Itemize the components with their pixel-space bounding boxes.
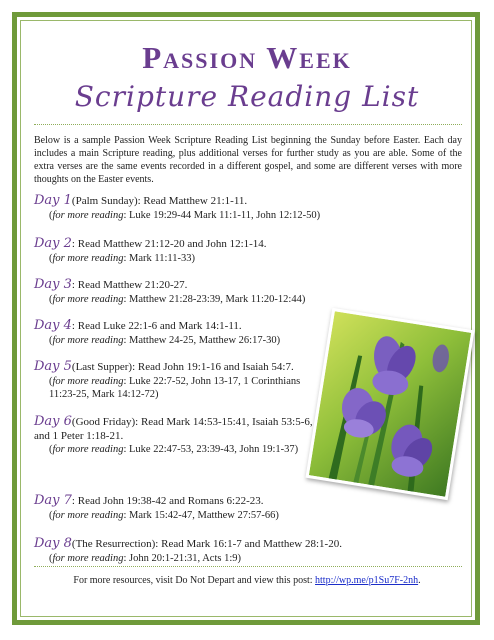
day-main-reading: : Read Matthew 21:12-20 and John 12:1-14. — [71, 238, 267, 250]
day-label: Day 7 — [34, 493, 72, 508]
footer-link[interactable]: http://wp.me/p1Su7F-2nh — [315, 575, 419, 586]
day-main-reading: (The Resurrection): Read Mark 16:1-7 and Matthew 28:1-20. — [71, 538, 342, 550]
day-label: Day 1 — [34, 193, 72, 208]
day-entry-4 — [34, 319, 334, 347]
intro-paragraph: Below is a sample Passion Week Scripture Reading List beginning the Sunday before Easter. Each day includes a main Scripture reading, plus additional verses for further study as you are able. Some of the extra verses are the same events recorded in a different gospel, and some are different verses with more thoughts on the Easter events. — [34, 135, 462, 185]
day-label: Day 6 — [34, 414, 72, 429]
day-entry-5 — [34, 360, 324, 402]
divider-top — [34, 124, 462, 125]
day-more-reading: (for more reading: Luke 19:29-44 Mark 11:1-11, John 12:12-50) — [49, 209, 321, 221]
day-more-reading: (for more reading: Luke 22:47-53, 23:39-43, John 19:1-37) — [49, 444, 299, 455]
day-label: Day 2 — [34, 236, 72, 251]
iris-photo — [305, 308, 474, 500]
day-more-reading: (for more reading: Mark 15:42-47, Matthew 27:57-66) — [49, 509, 279, 521]
day-label: Day 4 — [34, 318, 72, 333]
iris-illustration — [309, 311, 471, 497]
day-label: Day 8 — [34, 536, 72, 551]
day-more-reading: (for more reading: Matthew 24-25, Matthew 26:17-30) — [49, 334, 281, 346]
day-main-reading: : Read Matthew 21:20-27. — [71, 279, 188, 291]
day-main-reading: : Read Luke 22:1-6 and Mark 14:1-11. — [71, 320, 242, 332]
day-more-reading: (for more reading: Matthew 21:28-23:39, Mark 11:20-12:44) — [49, 293, 306, 305]
day-more-reading: (for more reading: Luke 22:7-52, John 13-17, 1 Corinthians 11:23-25, Mark 14:12-72) — [49, 375, 301, 400]
page-title: Passion Week — [142, 40, 352, 75]
day-entry-6 — [34, 415, 314, 457]
day-entry-1 — [34, 194, 462, 222]
day-entry-3 — [34, 278, 462, 306]
day-more-reading: (for more reading: John 20:1-21:31, Acts 1:9) — [49, 552, 242, 564]
day-main-reading: (Good Friday): Read Mark 14:53-15:41, Isaiah 53:5-6, and 1 Peter 1:18-21. — [34, 416, 313, 442]
day-entry-7 — [34, 494, 314, 522]
day-entry-8 — [34, 537, 462, 565]
footer-text: For more resources, visit Do Not Depart and view this post: — [73, 575, 316, 586]
day-main-reading: : Read John 19:38-42 and Romans 6:22-23. — [71, 495, 264, 507]
footer — [0, 575, 494, 586]
day-label: Day 5 — [34, 359, 72, 374]
page-subtitle: Scripture Reading List — [74, 80, 420, 113]
divider-bottom — [34, 566, 462, 567]
day-more-reading: (for more reading: Mark 11:11-33) — [49, 252, 196, 264]
day-main-reading: (Last Supper): Read John 19:1-16 and Isaiah 54:7. — [71, 361, 294, 373]
day-entry-2 — [34, 237, 462, 265]
day-label: Day 3 — [34, 277, 72, 292]
footer-end: . — [418, 575, 421, 586]
day-main-reading: (Palm Sunday): Read Matthew 21:1-11. — [71, 195, 248, 207]
